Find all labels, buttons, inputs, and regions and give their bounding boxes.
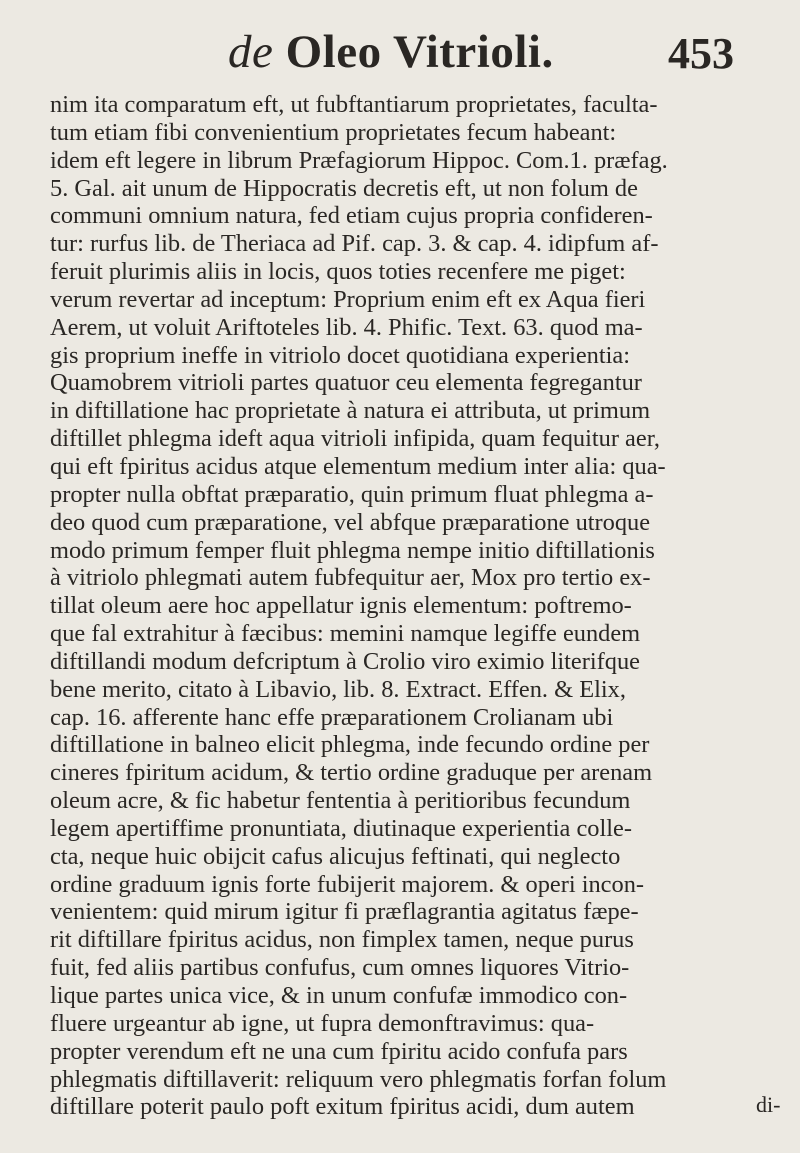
text-line: diftillatione in balneo elicit phlegma, inde fecundo ordine per: [50, 731, 650, 759]
text-line: diftillet phlegma ideft aqua vitrioli infipida, quam fequitur aer,: [50, 425, 660, 453]
text-line: nim ita comparatum eft, ut fubftantiarum proprietates, faculta-: [50, 91, 658, 118]
page-header: [0, 14, 800, 84]
text-line: ordine graduum ignis forte fubijerit majorem. & operi incon-: [50, 870, 645, 898]
running-title-prefix: de: [228, 26, 274, 78]
text-line: cta, neque huic obijcit cafus alicujus feftinati, qui neglecto: [50, 842, 621, 870]
text-line: qui eft fpiritus acidus atque elementum medium inter alia: qua-: [50, 452, 666, 480]
text-line: tillat oleum aere hoc appellatur ignis elementum: poftremo-: [50, 592, 632, 620]
running-title: [228, 24, 554, 80]
text-line: bene merito, citato à Libavio, lib. 8. Extract. Effen. & Elix,: [50, 675, 626, 703]
running-title-main: Oleo Vitrioli.: [285, 26, 554, 78]
text-line: oleum acre, & fic habetur fententia à peritioribus fecundum: [50, 787, 631, 815]
text-line: gis proprium ineffe in vitriolo docet quotidiana experientia:: [50, 341, 631, 369]
text-line: que fal extrahitur à fæcibus: memini namque legiffe eundem: [50, 620, 641, 648]
catchword: di-: [756, 1092, 781, 1117]
text-line: verum revertar ad inceptum: Proprium enim eft ex Aqua fieri: [50, 285, 646, 313]
text-line: rit diftillare fpiritus acidus, non fimplex tamen, neque purus: [50, 926, 634, 954]
text-line: tum etiam fibi convenientium proprietates fecum habeant:: [50, 118, 617, 146]
text-line: phlegmatis diftillaverit: reliquum vero phlegmatis forfan folum: [50, 1065, 667, 1093]
text-line: legem apertiffime pronuntiata, diutinaque experientia colle-: [50, 814, 632, 842]
text-line: diftillare poterit paulo poft exitum fpiritus acidi, dum autem: [50, 1093, 635, 1121]
text-line: Aerem, ut voluit Ariftoteles lib. 4. Phific. Text. 63. quod ma-: [50, 313, 643, 341]
text-line: Quamobrem vitrioli partes quatuor ceu elementa fegregantur: [50, 369, 642, 397]
text-line: feruit plurimis aliis in locis, quos toties recenfere me piget:: [50, 258, 626, 286]
text-line: in diftillatione hac proprietate à natura ei attributa, ut primum: [50, 397, 651, 425]
text-line: fluere urgeantur ab igne, ut fupra demonftravimus: qua-: [50, 1009, 595, 1037]
text-line: deo quod cum præparatione, vel abfque præparatione utroque: [50, 508, 651, 536]
body-text: [50, 91, 792, 1121]
text-line: idem eft legere in librum Præfagiorum Hippoc. Com.1. præfag.: [50, 146, 668, 174]
page-number: 453: [668, 29, 734, 78]
text-line: propter verendum eft ne una cum fpiritu acido confufa pars: [50, 1037, 628, 1065]
text-line: lique partes unica vice, & in unum confufæ immodico con-: [50, 982, 628, 1009]
text-line: cap. 16. afferente hanc effe præparationem Crolianam ubi: [50, 703, 614, 731]
text-line: propter nulla obftat præparatio, quin primum fluat phlegma a-: [50, 480, 654, 508]
text-line: communi omnium natura, fed etiam cujus propria confideren-: [50, 202, 653, 230]
text-line: 5. Gal. ait unum de Hippocratis decretis eft, ut non folum de: [50, 174, 638, 202]
text-line: cineres fpiritum acidum, & tertio ordine graduque per arenam: [50, 759, 653, 787]
text-line: diftillandi modum defcriptum à Crolio viro eximio literifque: [50, 647, 640, 675]
text-line: tur: rurfus lib. de Theriaca ad Pif. cap. 3. & cap. 4. idipfum af-: [50, 230, 659, 258]
text-line: modo primum femper fluit phlegma nempe initio diftillationis: [50, 536, 655, 564]
text-line: à vitriolo phlegmati autem fubfequitur aer, Mox pro tertio ex-: [50, 564, 651, 592]
text-line: venientem: quid mirum igitur fi præflagrantia agitatus fæpe-: [50, 898, 639, 926]
text-line: fuit, fed aliis partibus confufus, cum omnes liquores Vitrio-: [50, 954, 630, 982]
